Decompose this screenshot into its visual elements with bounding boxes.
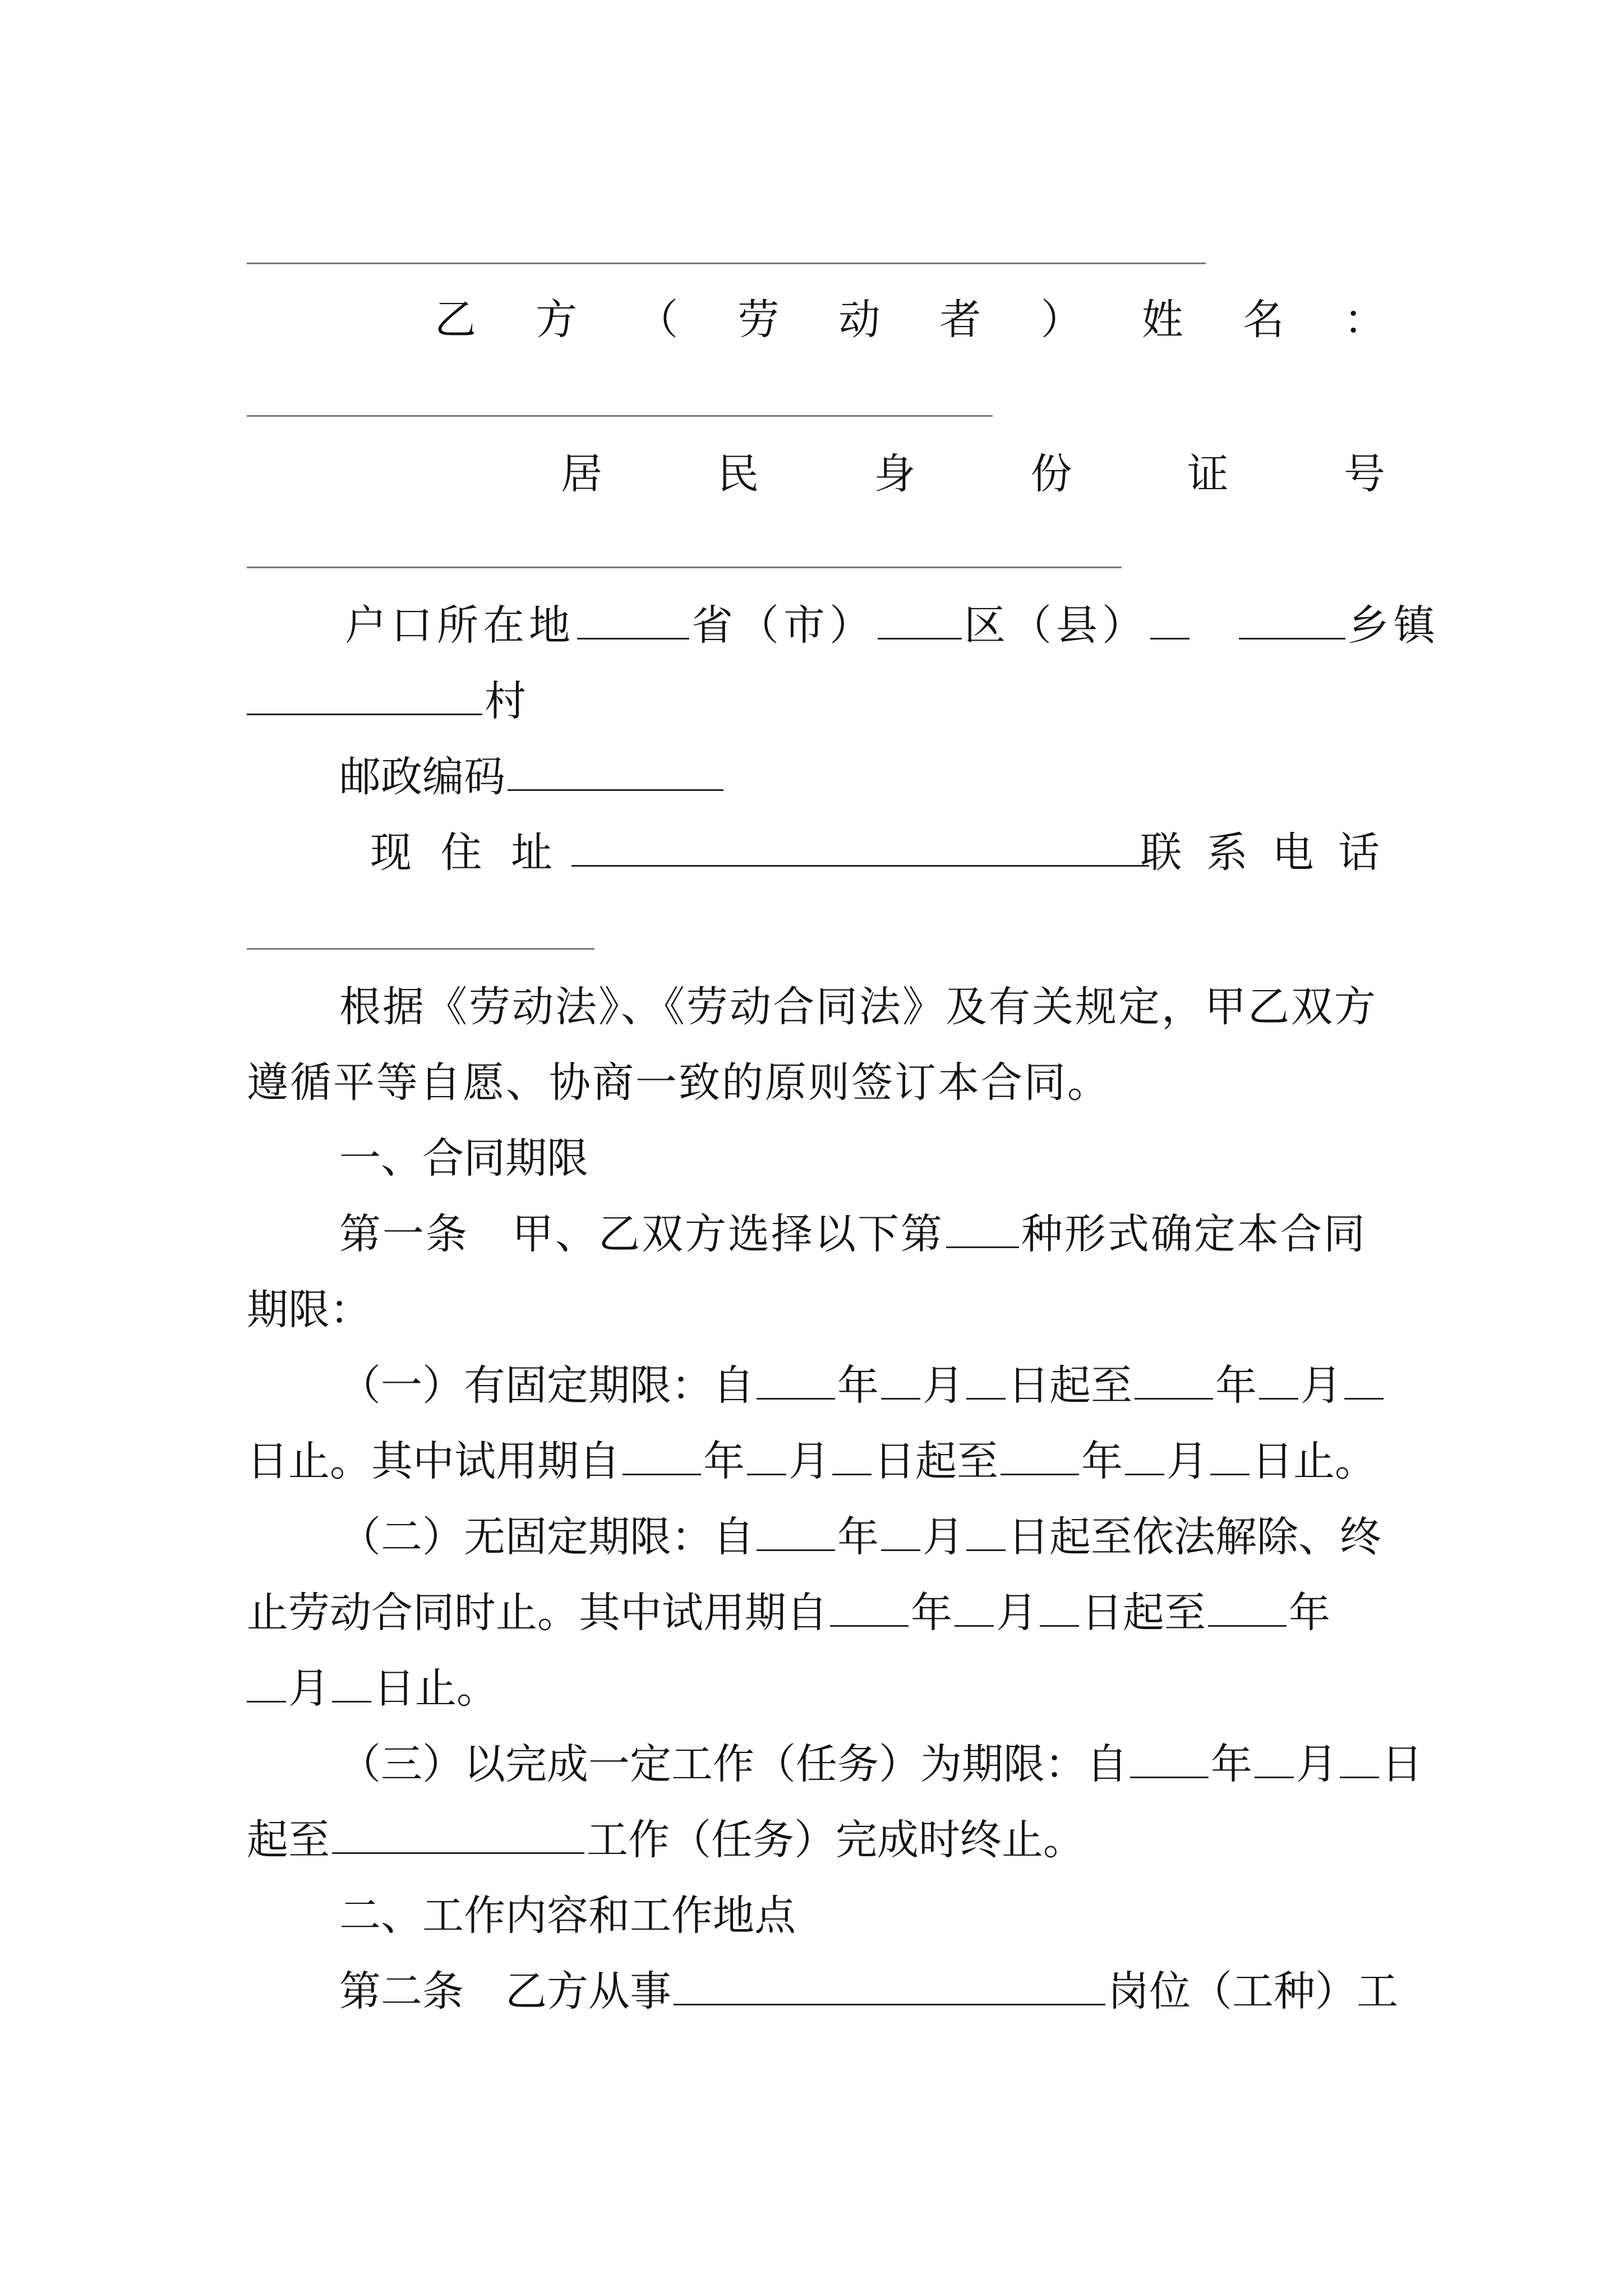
day-blank xyxy=(1210,1439,1249,1475)
district-tail-blank xyxy=(1150,603,1189,639)
heading-char: 姓 xyxy=(1141,296,1183,344)
month-text: 月 xyxy=(1166,1437,1208,1485)
task-text-b: 工作（任务）完成时终止。 xyxy=(587,1816,1085,1864)
open-trial-text: 止劳动合同时止。其中试用期自 xyxy=(247,1589,828,1637)
id-char: 居 xyxy=(561,450,602,498)
day-from-text: 日起至 xyxy=(874,1437,998,1485)
hukou-town: 乡镇 xyxy=(1348,601,1440,650)
article2-line1 xyxy=(339,1963,1398,2019)
article1-text-b: 种形式确定本合同 xyxy=(1021,1210,1367,1258)
hukou-prefix: 户口所在地 xyxy=(345,601,575,650)
preamble-line2: 遵循平等自愿、协商一致的原则签订本合同。 xyxy=(247,1059,1110,1107)
heading-char: ： xyxy=(1343,296,1385,344)
month-blank xyxy=(747,1439,786,1475)
task-term-line1 xyxy=(339,1736,1423,1792)
post-blank xyxy=(674,1969,1105,2005)
heading-char: 名 xyxy=(1242,296,1284,344)
heading-char: 者 xyxy=(939,296,981,344)
form-number-blank xyxy=(946,1212,1019,1248)
task-text-a: 起至 xyxy=(247,1816,330,1864)
phone-blank-line xyxy=(247,948,594,950)
month-text: 月 xyxy=(1296,1740,1338,1788)
year-text: 年 xyxy=(911,1589,952,1637)
open-term-line3 xyxy=(247,1660,1385,1717)
town-blank xyxy=(1239,603,1345,639)
fixed-trial-text: 日止。其中试用期自 xyxy=(247,1437,620,1485)
postal-code-blank xyxy=(508,754,723,791)
year-blank xyxy=(1000,1439,1079,1475)
month-blank xyxy=(955,1590,994,1627)
section1-title: 一、合同期限 xyxy=(339,1134,588,1182)
hukou-village: 村 xyxy=(485,677,526,725)
heading-char: 乙 xyxy=(435,296,476,344)
day-from-text: 日起至 xyxy=(1081,1589,1206,1637)
article1-line1 xyxy=(339,1206,1385,1262)
month-blank xyxy=(1255,1742,1294,1778)
month-text: 月 xyxy=(789,1437,830,1485)
year-text: 年 xyxy=(1215,1361,1257,1410)
id-number-label xyxy=(561,446,1385,502)
year-text: 年 xyxy=(703,1437,745,1485)
heading-char: （ xyxy=(637,296,679,344)
year-blank xyxy=(757,1515,835,1551)
year-text: 年 xyxy=(1289,1589,1330,1637)
month-blank xyxy=(1125,1439,1164,1475)
party-b-heading xyxy=(435,292,1385,348)
id-char: 民 xyxy=(717,450,759,498)
year-blank xyxy=(623,1439,701,1475)
fixed-end-text: 日止。 xyxy=(1252,1437,1376,1485)
month-text: 月 xyxy=(923,1513,964,1561)
postal-code-line xyxy=(339,749,1385,805)
heading-char: 方 xyxy=(536,296,578,344)
task-day-text: 日 xyxy=(1381,1740,1423,1788)
village-blank xyxy=(247,679,482,715)
article1-line2: 期限： xyxy=(247,1286,371,1334)
postal-code-label: 邮政编码 xyxy=(339,753,505,801)
village-line xyxy=(247,673,1385,729)
month-blank xyxy=(1259,1363,1298,1400)
fixed-label: （一）有固定期限：自 xyxy=(339,1361,754,1410)
day-blank xyxy=(332,1666,371,1703)
day-blank xyxy=(1340,1742,1379,1778)
open-term-line1 xyxy=(339,1509,1385,1565)
month-blank xyxy=(247,1666,286,1703)
heading-char: 劳 xyxy=(737,296,780,344)
year-blank xyxy=(1135,1363,1213,1400)
month-blank xyxy=(881,1363,920,1400)
year-blank xyxy=(1130,1742,1209,1778)
hukou-line xyxy=(345,597,1440,654)
preamble-line1: 根据《劳动法》、《劳动合同法》及有关规定，甲乙双方 xyxy=(339,983,1377,1031)
province-blank xyxy=(577,603,689,639)
month-blank xyxy=(881,1515,920,1551)
day-blank xyxy=(966,1363,1006,1400)
year-text: 年 xyxy=(837,1513,879,1561)
id-char: 号 xyxy=(1343,450,1385,498)
task-label: （三）以完成一定工作（任务）为期限：自 xyxy=(339,1740,1128,1788)
article1-text-a: 第一条 甲、乙双方选择以下第 xyxy=(339,1210,944,1258)
year-text: 年 xyxy=(1211,1740,1252,1788)
id-blank-line xyxy=(247,567,1122,568)
open-end-text: 日止。 xyxy=(374,1664,498,1713)
heading-char: ） xyxy=(1040,296,1082,344)
month-text: 月 xyxy=(996,1589,1038,1637)
section2-title: 二、工作内容和工作地点 xyxy=(339,1892,796,1940)
open-label: （二）无固定期限：自 xyxy=(339,1513,754,1561)
id-char: 份 xyxy=(1030,450,1072,498)
article2-text-b: 岗位（工种）工 xyxy=(1108,1967,1398,2016)
open-term-line2 xyxy=(247,1585,1385,1641)
month-text: 月 xyxy=(923,1361,964,1410)
open-text-2: 日起至依法解除、终 xyxy=(1008,1513,1381,1561)
month-text: 月 xyxy=(288,1664,330,1713)
address-blank xyxy=(571,830,1149,867)
day-blank xyxy=(1040,1590,1079,1627)
address-label: 现 住 址 xyxy=(370,829,561,877)
address-line xyxy=(370,825,1385,881)
year-text: 年 xyxy=(1081,1437,1123,1485)
id-char: 证 xyxy=(1187,450,1229,498)
hukou-province: 省（市） xyxy=(691,601,875,650)
year-blank xyxy=(757,1363,835,1400)
day-blank xyxy=(1344,1363,1384,1400)
heading-char: 动 xyxy=(838,296,880,344)
task-blank xyxy=(332,1818,584,1854)
fixed-term-line1 xyxy=(339,1358,1385,1414)
blank-line xyxy=(247,263,1206,264)
district-blank xyxy=(878,603,962,639)
fixed-term-line2 xyxy=(247,1433,1385,1489)
year-text: 年 xyxy=(837,1361,879,1410)
hukou-district: 区（县） xyxy=(964,601,1148,650)
day-blank xyxy=(966,1515,1006,1551)
name-blank-line xyxy=(247,415,993,417)
id-char: 身 xyxy=(874,450,916,498)
year-blank xyxy=(1208,1590,1287,1627)
month-text: 月 xyxy=(1301,1361,1342,1410)
day-from-text: 日起至 xyxy=(1008,1361,1132,1410)
year-blank xyxy=(830,1590,909,1627)
article2-text-a: 第二条 乙方从事 xyxy=(339,1967,671,2016)
day-blank xyxy=(832,1439,872,1475)
task-term-line2 xyxy=(247,1812,1385,1868)
phone-label: 联 系 电 话 xyxy=(1140,829,1385,877)
